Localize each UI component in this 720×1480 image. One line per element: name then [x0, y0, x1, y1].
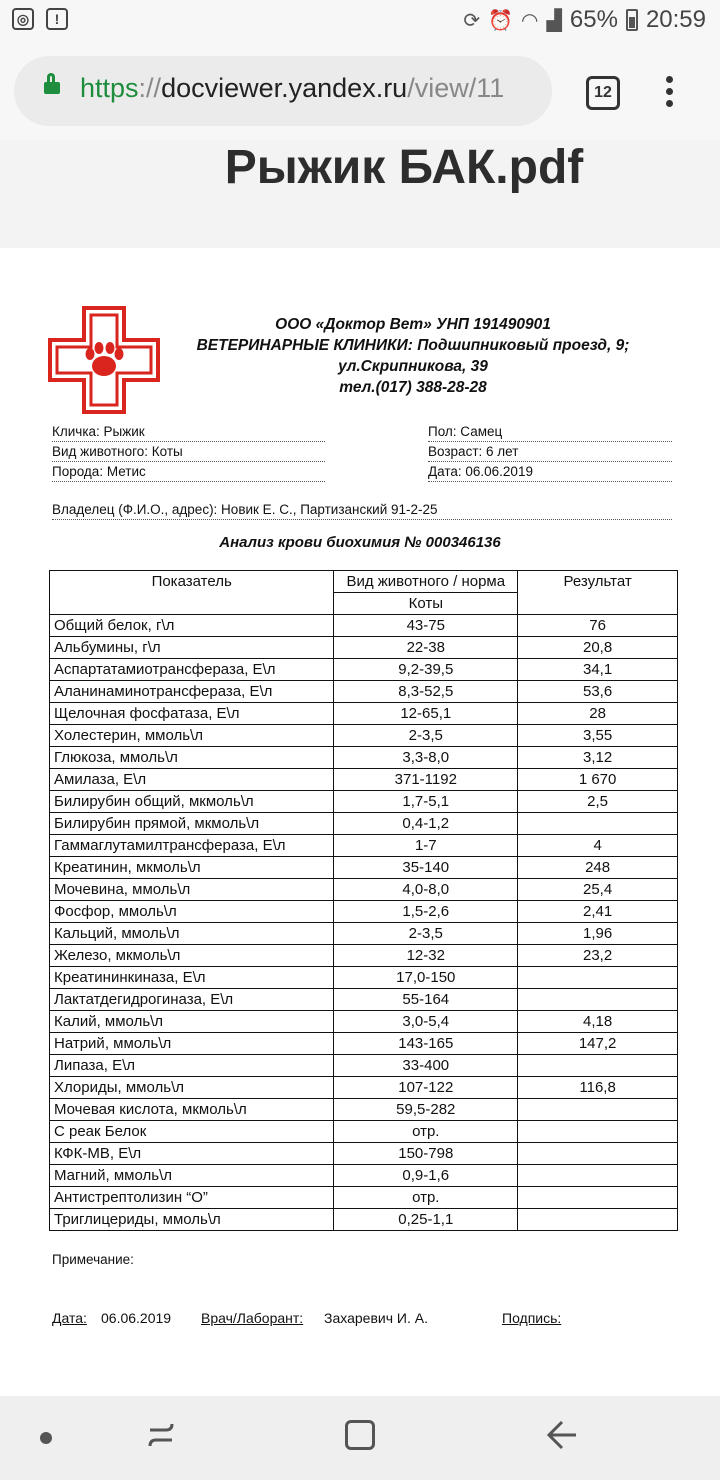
- row-result: 147,2: [518, 1033, 678, 1055]
- table-row: [50, 1165, 678, 1187]
- row-indicator: Кальций, ммоль\л: [50, 923, 334, 945]
- table-row: [50, 615, 678, 637]
- row-result: 20,8: [518, 637, 678, 659]
- status-bar: [0, 0, 720, 42]
- tab-switcher-button[interactable]: 12: [586, 76, 620, 110]
- row-indicator: Мочевина, ммоль\л: [50, 879, 334, 901]
- row-result: 248: [518, 857, 678, 879]
- url-scheme: https: [80, 73, 139, 103]
- row-indicator: Гаммаглутамилтрансфераза, Е\л: [50, 835, 334, 857]
- row-norm: 2-3,5: [334, 923, 518, 945]
- clinic-address: ВЕТЕРИНАРНЫЕ КЛИНИКИ: Подшипниковый проезд, 9;: [196, 337, 630, 354]
- footer-date-value: 06.06.2019: [101, 1310, 172, 1326]
- clinic-logo-icon: [48, 306, 160, 414]
- owner-info: Владелец (Ф.И.О., адрес): Новик Е. С., Партизанский 91-2-25: [52, 501, 672, 520]
- table-row: [50, 967, 678, 989]
- pet-age: Возраст: 6 лет: [428, 443, 672, 462]
- table-row: [50, 945, 678, 967]
- row-norm: 0,4-1,2: [334, 813, 518, 835]
- row-indicator: Калий, ммоль\л: [50, 1011, 334, 1033]
- address-bar[interactable]: [14, 56, 552, 126]
- row-result: 4,18: [518, 1011, 678, 1033]
- row-indicator: Лактатдегидрогиназа, Е\л: [50, 989, 334, 1011]
- pet-breed: Порода: Метис: [52, 463, 325, 482]
- row-result: [518, 1099, 678, 1121]
- note-label: Примечание:: [52, 1252, 134, 1267]
- row-norm: 1,7-5,1: [334, 791, 518, 813]
- table-row: [50, 989, 678, 1011]
- row-norm: отр.: [334, 1121, 518, 1143]
- table-row: [50, 725, 678, 747]
- row-norm: 107-122: [334, 1077, 518, 1099]
- table-row: [50, 681, 678, 703]
- pet-species: Вид животного: Коты: [52, 443, 325, 462]
- row-result: [518, 813, 678, 835]
- clinic-name: ООО «Доктор Вет» УНП 191490901: [275, 316, 551, 333]
- row-result: [518, 1165, 678, 1187]
- doctor-name: Захаревич И. А.: [324, 1310, 428, 1326]
- row-indicator: Магний, ммоль\л: [50, 1165, 334, 1187]
- header-indicator: Показатель: [50, 571, 334, 615]
- row-result: 25,4: [518, 879, 678, 901]
- row-indicator: Билирубин прямой, мкмоль\л: [50, 813, 334, 835]
- row-indicator: КФК-МВ, Е\л: [50, 1143, 334, 1165]
- table-row: [50, 703, 678, 725]
- row-result: 23,2: [518, 945, 678, 967]
- row-norm: 9,2-39,5: [334, 659, 518, 681]
- row-indicator: Аспартатамиотрансфераза, Е\л: [50, 659, 334, 681]
- url-separator: ://: [138, 73, 162, 103]
- row-norm: 1-7: [334, 835, 518, 857]
- table-row: [50, 1077, 678, 1099]
- table-row: [50, 769, 678, 791]
- row-norm: 2-3,5: [334, 725, 518, 747]
- url-path: /view/11: [407, 73, 505, 103]
- row-result: 76: [518, 615, 678, 637]
- row-result: 116,8: [518, 1077, 678, 1099]
- clinic-address-2: ул.Скрипникова, 39: [338, 358, 488, 375]
- back-arrow-icon[interactable]: [546, 1418, 578, 1452]
- row-result: [518, 967, 678, 989]
- row-result: [518, 1209, 678, 1231]
- row-result: [518, 1187, 678, 1209]
- header-result: Результат: [518, 571, 678, 615]
- row-norm: 1,5-2,6: [334, 901, 518, 923]
- instagram-icon: ◎: [12, 8, 34, 30]
- row-norm: 150-798: [334, 1143, 518, 1165]
- row-indicator: Альбумины, г\л: [50, 637, 334, 659]
- url-host: docviewer.yandex.ru: [161, 73, 408, 103]
- row-indicator: Натрий, ммоль\л: [50, 1033, 334, 1055]
- row-indicator: Аланинаминотрансфераза, Е\л: [50, 681, 334, 703]
- clinic-info: [168, 314, 658, 398]
- row-indicator: С реак Белок: [50, 1121, 334, 1143]
- row-norm: 371-1192: [334, 769, 518, 791]
- row-indicator: Общий белок, г\л: [50, 615, 334, 637]
- table-row: [50, 1209, 678, 1231]
- recent-apps-icon[interactable]: [146, 1420, 176, 1450]
- battery-icon: [626, 9, 638, 31]
- footer-date-label: Дата:: [52, 1310, 87, 1326]
- row-result: [518, 1055, 678, 1077]
- system-nav-bar: [0, 1396, 720, 1480]
- row-result: 1 670: [518, 769, 678, 791]
- row-result: 4: [518, 835, 678, 857]
- row-norm: 12-32: [334, 945, 518, 967]
- row-norm: 33-400: [334, 1055, 518, 1077]
- row-norm: 59,5-282: [334, 1099, 518, 1121]
- table-row: [50, 659, 678, 681]
- row-norm: 55-164: [334, 989, 518, 1011]
- header-species: Коты: [334, 593, 518, 615]
- row-indicator: Креатининкиназа, Е\л: [50, 967, 334, 989]
- sync-icon: ⟳: [463, 9, 481, 32]
- row-result: [518, 1121, 678, 1143]
- row-indicator: Триглицериды, ммоль\л: [50, 1209, 334, 1231]
- row-indicator: Липаза, Е\л: [50, 1055, 334, 1077]
- table-row: [50, 857, 678, 879]
- overflow-menu-icon[interactable]: [666, 76, 674, 112]
- row-norm: 0,9-1,6: [334, 1165, 518, 1187]
- row-norm: 43-75: [334, 615, 518, 637]
- row-indicator: Хлориды, ммоль\л: [50, 1077, 334, 1099]
- row-indicator: Железо, мкмоль\л: [50, 945, 334, 967]
- pet-name: Кличка: Рыжик: [52, 423, 325, 442]
- alarm-icon: ⏰: [488, 9, 514, 32]
- table-header-row: [50, 571, 678, 593]
- row-norm: 35-140: [334, 857, 518, 879]
- table-row: [50, 1187, 678, 1209]
- analysis-title: Анализ крови биохимия № 000346136: [219, 534, 501, 551]
- row-norm: 0,25-1,1: [334, 1209, 518, 1231]
- row-norm: 8,3-52,5: [334, 681, 518, 703]
- battery-percent: 65%: [569, 6, 618, 33]
- document-title: Рыжик БАК.pdf: [224, 141, 584, 194]
- row-norm: 22-38: [334, 637, 518, 659]
- row-norm: 17,0-150: [334, 967, 518, 989]
- row-norm: 3,3-8,0: [334, 747, 518, 769]
- row-result: [518, 989, 678, 1011]
- row-result: 2,41: [518, 901, 678, 923]
- doctor-label: Врач/Лаборант:: [201, 1310, 304, 1326]
- table-row: [50, 747, 678, 769]
- table-row: [50, 813, 678, 835]
- row-result: 1,96: [518, 923, 678, 945]
- table-row: [50, 901, 678, 923]
- lock-icon[interactable]: [44, 82, 60, 94]
- home-button-icon[interactable]: [345, 1420, 375, 1450]
- document-page: [0, 248, 720, 1396]
- signature-label: Подпись:: [502, 1310, 562, 1326]
- document-header: [0, 140, 720, 248]
- table-row: [50, 1055, 678, 1077]
- exam-date: Дата: 06.06.2019: [428, 463, 672, 482]
- table-row: [50, 1099, 678, 1121]
- table-row: [50, 923, 678, 945]
- alert-icon: !: [46, 8, 68, 30]
- row-norm: 12-65,1: [334, 703, 518, 725]
- table-row: [50, 1121, 678, 1143]
- row-indicator: Глюкоза, ммоль\л: [50, 747, 334, 769]
- row-indicator: Фосфор, ммоль\л: [50, 901, 334, 923]
- row-norm: отр.: [334, 1187, 518, 1209]
- table-row: [50, 1011, 678, 1033]
- row-result: 3,12: [518, 747, 678, 769]
- nav-indicator-icon[interactable]: [40, 1432, 52, 1444]
- clock: 20:59: [645, 6, 706, 33]
- table-row: [50, 637, 678, 659]
- row-indicator: Амилаза, Е\л: [50, 769, 334, 791]
- row-result: 3,55: [518, 725, 678, 747]
- signal-icon: ▟: [546, 9, 562, 32]
- header-norm: Вид животного / норма: [334, 571, 518, 593]
- table-row: [50, 1143, 678, 1165]
- row-norm: 3,0-5,4: [334, 1011, 518, 1033]
- browser-toolbar: [0, 42, 720, 140]
- row-result: 34,1: [518, 659, 678, 681]
- row-result: 2,5: [518, 791, 678, 813]
- table-row: [50, 879, 678, 901]
- table-row: [50, 791, 678, 813]
- row-indicator: Щелочная фосфатаза, Е\л: [50, 703, 334, 725]
- row-norm: 4,0-8,0: [334, 879, 518, 901]
- row-indicator: Холестерин, ммоль\л: [50, 725, 334, 747]
- row-result: 53,6: [518, 681, 678, 703]
- url-text[interactable]: [80, 73, 504, 104]
- row-indicator: Антистрептолизин “О”: [50, 1187, 334, 1209]
- table-row: [50, 835, 678, 857]
- clinic-phone: тел.(017) 388-28-28: [339, 379, 487, 396]
- row-norm: 143-165: [334, 1033, 518, 1055]
- row-result: [518, 1143, 678, 1165]
- wifi-icon: ◠: [521, 9, 539, 32]
- row-indicator: Билирубин общий, мкмоль\л: [50, 791, 334, 813]
- row-indicator: Креатинин, мкмоль\л: [50, 857, 334, 879]
- pet-sex: Пол: Самец: [428, 423, 672, 442]
- row-result: 28: [518, 703, 678, 725]
- row-indicator: Мочевая кислота, мкмоль\л: [50, 1099, 334, 1121]
- table-row: [50, 1033, 678, 1055]
- results-table: [49, 570, 678, 1231]
